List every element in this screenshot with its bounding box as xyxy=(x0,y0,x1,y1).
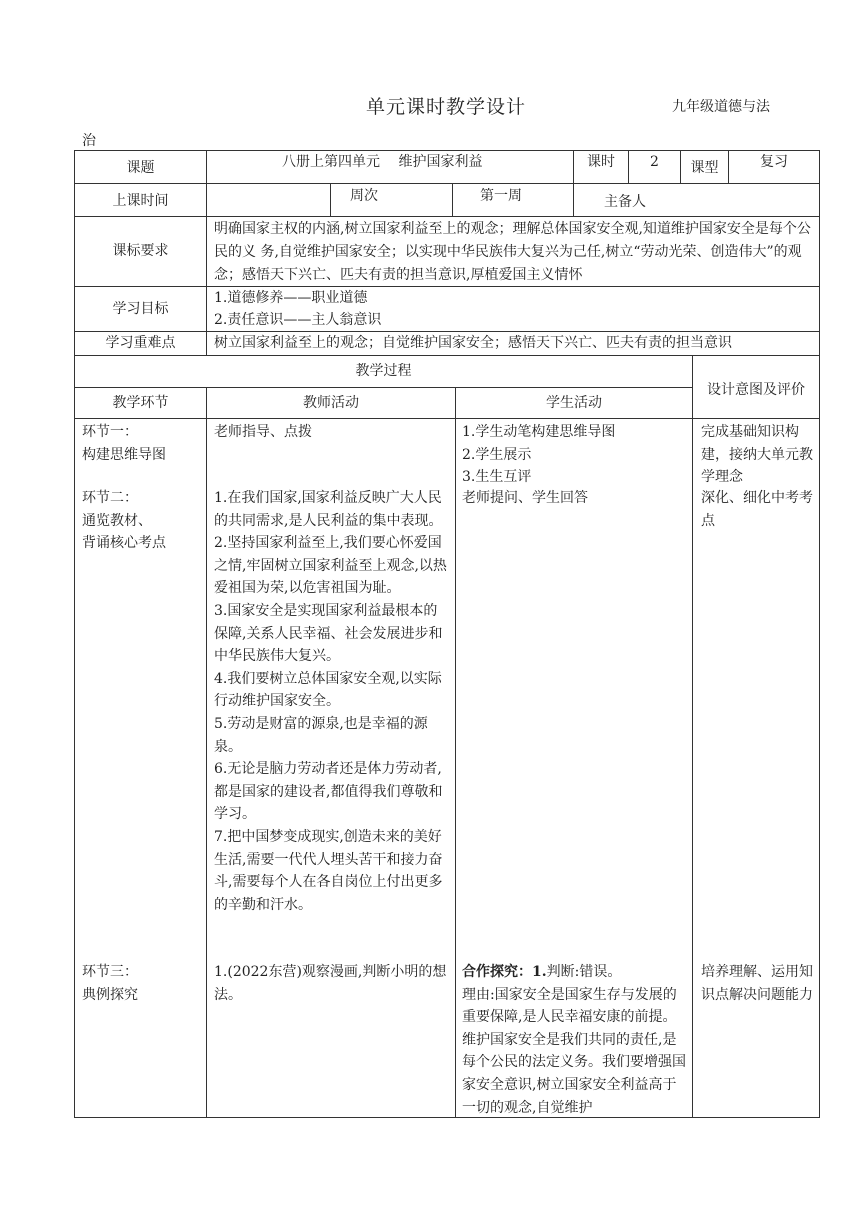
teacher-activity-1: 老师指导、点拨 xyxy=(214,424,312,440)
process-title: 教学过程 xyxy=(355,363,412,379)
grade-subject: 九年级道德与法 xyxy=(672,99,770,115)
week-label: 周次 xyxy=(350,188,378,204)
design-2: 深化、细化中考考点 xyxy=(701,490,813,529)
week-value: 第一周 xyxy=(480,188,522,204)
stage-1-line: 构建思维导图 xyxy=(82,446,166,463)
teacher-point: 5.劳动是财富的源泉,也是幸福的源泉。 xyxy=(214,715,428,755)
design-3: 培养理解、运用知识点解决问题能力 xyxy=(701,964,813,1003)
stage-2 xyxy=(82,487,166,555)
goal-2: 2.责任意识——主人翁意识 xyxy=(214,312,382,328)
teacher-point: 7.把中国梦变成现实,创造未来的美好生活,需要一代代人埋头苦干和接力奋斗,需要每个人在各自岗位上付出更多的辛勤和汗水。 xyxy=(214,828,443,913)
teacher-point: 6.无论是脑力劳动者还是体力劳动者,都是国家的建设者,都值得我们尊敬和学习。 xyxy=(214,761,443,823)
grade-subject-cont: 治 xyxy=(82,133,96,149)
topic-label: 课题 xyxy=(126,160,155,176)
col-teacher: 教师活动 xyxy=(303,395,359,411)
time-label: 上课时间 xyxy=(112,193,169,209)
standard-text: 明确国家主权的内涵,树立国家利益至上的观念；理解总体国家安全观,知道维护国家安全是每个公民的义 务,自觉维护国家安全；以实现中华民族伟大复兴为己任,树立“劳动光荣、创造伟大”的观念；感悟天下兴亡、匹夫有责的担当意识,厚植爱国主义情怀 xyxy=(214,221,811,283)
design-1: 完成基础知识构建，接纳大单元教学理念 xyxy=(701,424,813,486)
hours-label: 课时 xyxy=(587,154,615,170)
stage-2-line: 环节二： xyxy=(82,490,138,506)
student-step: 2.学生展示 xyxy=(462,446,532,463)
stage-2-line: 背诵核心考点 xyxy=(82,535,166,552)
stage-3 xyxy=(82,961,138,1006)
standard-label: 课标要求 xyxy=(112,243,169,259)
preparer-label: 主备人 xyxy=(604,194,646,210)
student-activity-3 xyxy=(462,961,688,1119)
student-step: 1.学生动笔构建思维导图 xyxy=(462,424,616,440)
page-title: 单元课时教学设计 xyxy=(366,96,527,118)
col-design: 设计意图及评价 xyxy=(707,382,805,398)
col-student: 学生活动 xyxy=(546,395,602,411)
student-activity-2: 老师提问、学生回答 xyxy=(462,490,588,506)
goal-label: 学习目标 xyxy=(112,301,169,317)
stage-1-line: 环节一： xyxy=(82,424,138,440)
topic-value: 八册上第四单元 维护国家利益 xyxy=(282,154,483,170)
teacher-activity-2 xyxy=(214,487,450,916)
teacher-point: 2.坚持国家利益至上,我们要心怀爱国之情,牢固树立国家利益至上观念,以热爱祖国为荣,以危害祖国为耻。 xyxy=(214,535,447,597)
cooperation-label: 合作探究：1. xyxy=(462,964,547,980)
key-text: 树立国家利益至上的观念；自觉维护国家安全；感悟天下兴亡、匹夫有责的担当意识 xyxy=(214,335,732,351)
student-step: 3.生生互评 xyxy=(462,469,532,486)
type-label: 课型 xyxy=(690,160,719,176)
goal-1: 1.道德修养——职业道德 xyxy=(214,290,368,306)
teacher-point: 3.国家安全是实现国家利益最根本的保障,关系人民幸福、社会发展进步和中华民族伟大复兴。 xyxy=(214,602,443,665)
stage-1 xyxy=(82,421,166,466)
judgement: 判断:错误。 xyxy=(546,964,622,980)
teacher-point: 4.我们要树立总体国家安全观,以实际行动维护国家安全。 xyxy=(214,670,442,710)
stage-3-line: 典例探究 xyxy=(82,986,138,1003)
type-value: 复习 xyxy=(760,154,788,170)
stage-3-line: 环节三： xyxy=(82,964,138,980)
teacher-activity-3: 1.(2022东营)观察漫画,判断小明的想法。 xyxy=(214,964,447,1003)
stage-2-line: 通览教材、 xyxy=(82,512,152,529)
col-stage: 教学环节 xyxy=(112,395,169,411)
hours-value: 2 xyxy=(650,154,659,170)
key-label: 学习重难点 xyxy=(105,335,176,351)
student-activity-1 xyxy=(462,421,615,489)
reason-text: 理由:国家安全是国家生存与发展的重要保障,是人民幸福安康的前提。维护国家安全是我们共同的责任,是每个公民的法定义务。我们要增强国家安全意识,树立国家安全利益高于一切的观念,自觉维护 xyxy=(462,986,686,1116)
teacher-point: 1.在我们国家,国家利益反映广大人民的共同需求,是人民利益的集中表现。 xyxy=(214,490,443,529)
